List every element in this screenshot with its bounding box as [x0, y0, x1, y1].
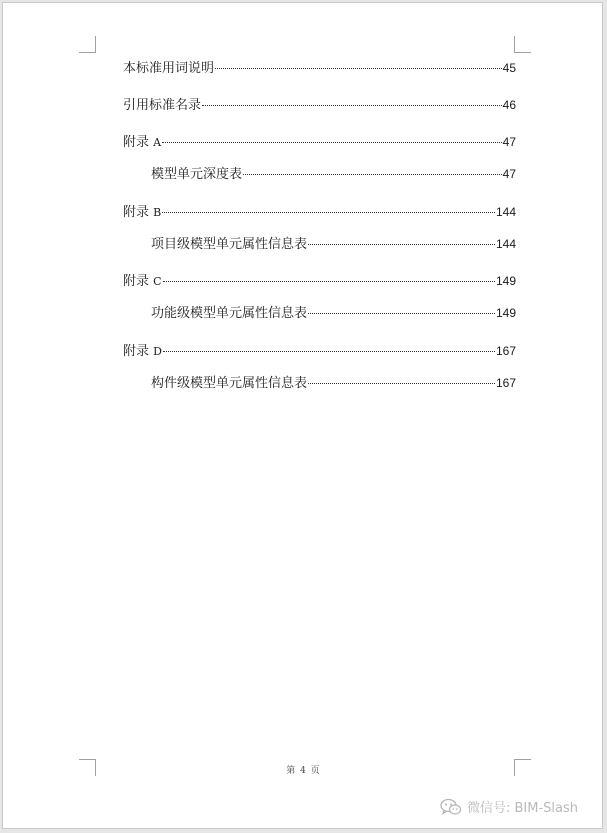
toc-entry-page: 47: [502, 167, 516, 181]
toc-entry-title: 构件级模型单元属性信息表: [151, 376, 308, 391]
toc-entry-title-letter: B: [153, 206, 162, 219]
wechat-icon: [440, 798, 462, 816]
toc-entry[interactable]: [123, 341, 516, 361]
toc-entry-page: 45: [502, 61, 516, 75]
toc-entry-title-cn: 附录: [123, 344, 150, 359]
toc-entry-page: 149: [495, 306, 516, 320]
toc-entry[interactable]: [151, 164, 516, 184]
toc-leader: [162, 212, 495, 213]
toc-entry[interactable]: [123, 95, 516, 115]
toc-entry-page: 167: [495, 344, 516, 358]
toc-leader: [162, 142, 502, 143]
toc-entry-title: [123, 203, 161, 223]
toc-entry[interactable]: [123, 132, 516, 152]
toc-entry[interactable]: [123, 202, 516, 222]
toc-leader: [308, 313, 495, 314]
crop-mark-top-right: [514, 36, 531, 53]
toc-leader: [163, 351, 495, 352]
document-page: [2, 2, 603, 829]
toc-entry[interactable]: [151, 373, 516, 393]
toc-entry[interactable]: [123, 271, 516, 291]
toc-entry-title: 本标准用词说明: [123, 61, 215, 76]
toc-entry-title-cn: 附录: [123, 205, 150, 220]
crop-mark-top-left: [79, 36, 96, 53]
toc-entry-page: 149: [495, 274, 516, 288]
toc-entry-title-cn: 附录: [123, 135, 150, 150]
wechat-watermark: [440, 797, 578, 816]
toc-entry-title: 功能级模型单元属性信息表: [151, 306, 308, 321]
toc-entry-title: [123, 272, 162, 292]
toc-entry[interactable]: [151, 234, 516, 254]
toc-entry-page: 47: [502, 135, 516, 149]
toc-leader: [163, 281, 495, 282]
watermark-text: 微信号: BIM-Slash: [467, 801, 579, 816]
toc-leader: [215, 68, 502, 69]
toc-entry-title: [123, 342, 162, 362]
toc-entry-title-letter: D: [153, 345, 162, 358]
toc-entry[interactable]: [151, 303, 516, 323]
toc-entry-page: 144: [495, 237, 516, 251]
toc-leader: [243, 174, 502, 175]
toc-entry-page: 167: [495, 376, 516, 390]
toc-entry-title-letter: C: [153, 275, 162, 288]
toc-leader: [202, 105, 502, 106]
toc-entry-page: 144: [495, 205, 516, 219]
toc-entry-title: 引用标准名录: [123, 98, 202, 113]
toc-entry-title-cn: 附录: [123, 274, 150, 289]
toc-leader: [308, 383, 495, 384]
toc-leader: [308, 244, 495, 245]
toc-entry[interactable]: [123, 58, 516, 78]
toc-entry-title: 项目级模型单元属性信息表: [151, 237, 308, 252]
page-number-footer: 第 4 页: [286, 766, 321, 776]
toc-entry-title: [123, 133, 161, 153]
toc-entry-title-letter: A: [153, 136, 162, 149]
toc-entry-title: 模型单元深度表: [151, 167, 243, 182]
toc-entry-page: 46: [502, 98, 516, 112]
